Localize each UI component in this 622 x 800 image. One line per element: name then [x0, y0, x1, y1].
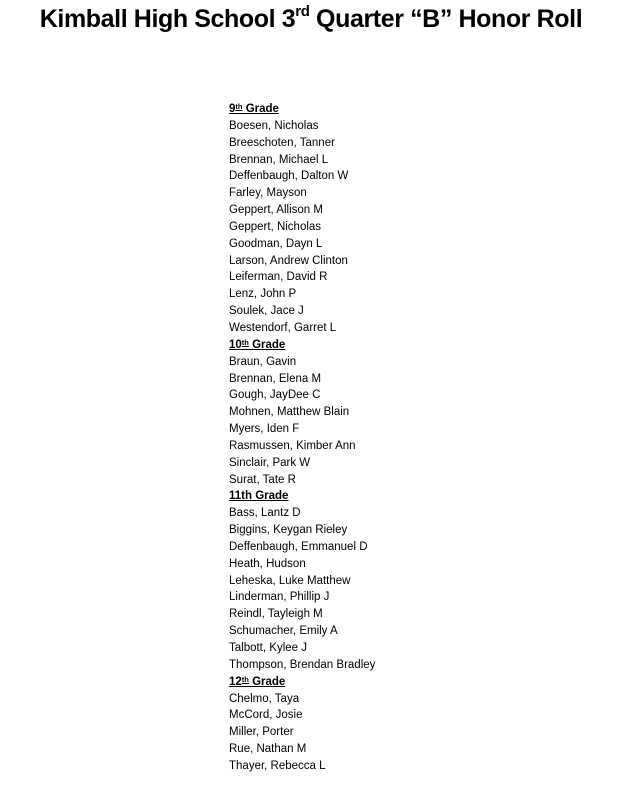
student-name: Surat, Tate R [229, 473, 296, 486]
student-name: Goodman, Dayn L [229, 237, 323, 250]
student-name: Deffenbaugh, Dalton W [229, 170, 349, 183]
student-name: Miller, Porter [229, 726, 294, 739]
student-name: Biggins, Keygan Rieley [229, 524, 348, 537]
student-name: Rasmussen, Kimber Ann [229, 439, 356, 452]
student-name: Deffenbaugh, Emmanuel D [229, 540, 368, 553]
student-name: Gough, JayDee C [229, 389, 321, 402]
student-name: Schumacher, Emily A [229, 625, 338, 638]
student-name: Brennan, Michael L [229, 153, 329, 166]
student-name: Leiferman, David R [229, 271, 328, 284]
grade-number: 10 [229, 338, 242, 351]
title-text: Kimball High School 3 [39, 5, 296, 33]
grade-word: Grade [248, 675, 286, 688]
student-name: Leheska, Luke Matthew [229, 574, 351, 587]
student-name: Westendorf, Garret L [229, 321, 337, 334]
student-name: Lenz, John P [229, 288, 297, 301]
student-name: Brennan, Elena M [229, 372, 322, 385]
student-name: Breeschoten, Tanner [229, 136, 335, 149]
student-name: Myers, Iden F [229, 423, 300, 436]
student-name: Talbott, Kylee J [229, 642, 307, 654]
student-name: Larson, Andrew Clinton [229, 254, 348, 267]
grade-word: Grade [252, 490, 289, 503]
grade-heading [229, 488, 375, 505]
title-text-end: Quarter “B” Honor Roll [309, 5, 583, 33]
grade-ordinal-suffix: th [241, 674, 249, 684]
student-name: Mohnen, Matthew Blain [229, 406, 350, 419]
student-name: Heath, Hudson [229, 557, 306, 570]
student-name: Braun, Gavin [229, 355, 297, 368]
honor-roll-list [229, 101, 375, 775]
grade-ordinal-suffix: th [241, 337, 249, 347]
grade-heading [229, 674, 375, 691]
student-name: Bass, Lantz D [229, 507, 301, 520]
grade-number: 12 [229, 675, 242, 688]
student-name: Geppert, Allison M [229, 204, 323, 217]
student-name: Chelmo, Taya [229, 692, 300, 705]
student-name: Thayer, Rebecca L [229, 759, 326, 772]
title-superscript: rd [295, 3, 310, 20]
student-name: Reindl, Tayleigh M [229, 608, 323, 621]
grade-word: Grade [242, 103, 279, 115]
grade-number: 9 [229, 103, 236, 115]
student-name: Rue, Nathan M [229, 743, 307, 756]
student-name: Farley, Mayson [229, 187, 307, 200]
student-name: Thompson, Brendan Bradley [229, 658, 376, 671]
student-name: Linderman, Phillip J [229, 591, 330, 604]
student-name: Geppert, Nicholas [229, 220, 322, 233]
student-name: McCord, Josie [229, 709, 303, 722]
grade-heading [229, 337, 375, 354]
student-name: Sinclair, Park W [229, 456, 311, 469]
grade-number: 11th [229, 490, 253, 503]
student-name: Soulek, Jace J [229, 305, 304, 318]
page-title [0, 5, 622, 34]
student-name: Boesen, Nicholas [229, 119, 319, 132]
grade-word: Grade [248, 338, 286, 351]
grade-heading [229, 101, 375, 118]
grade-ordinal-suffix: th [235, 102, 243, 111]
